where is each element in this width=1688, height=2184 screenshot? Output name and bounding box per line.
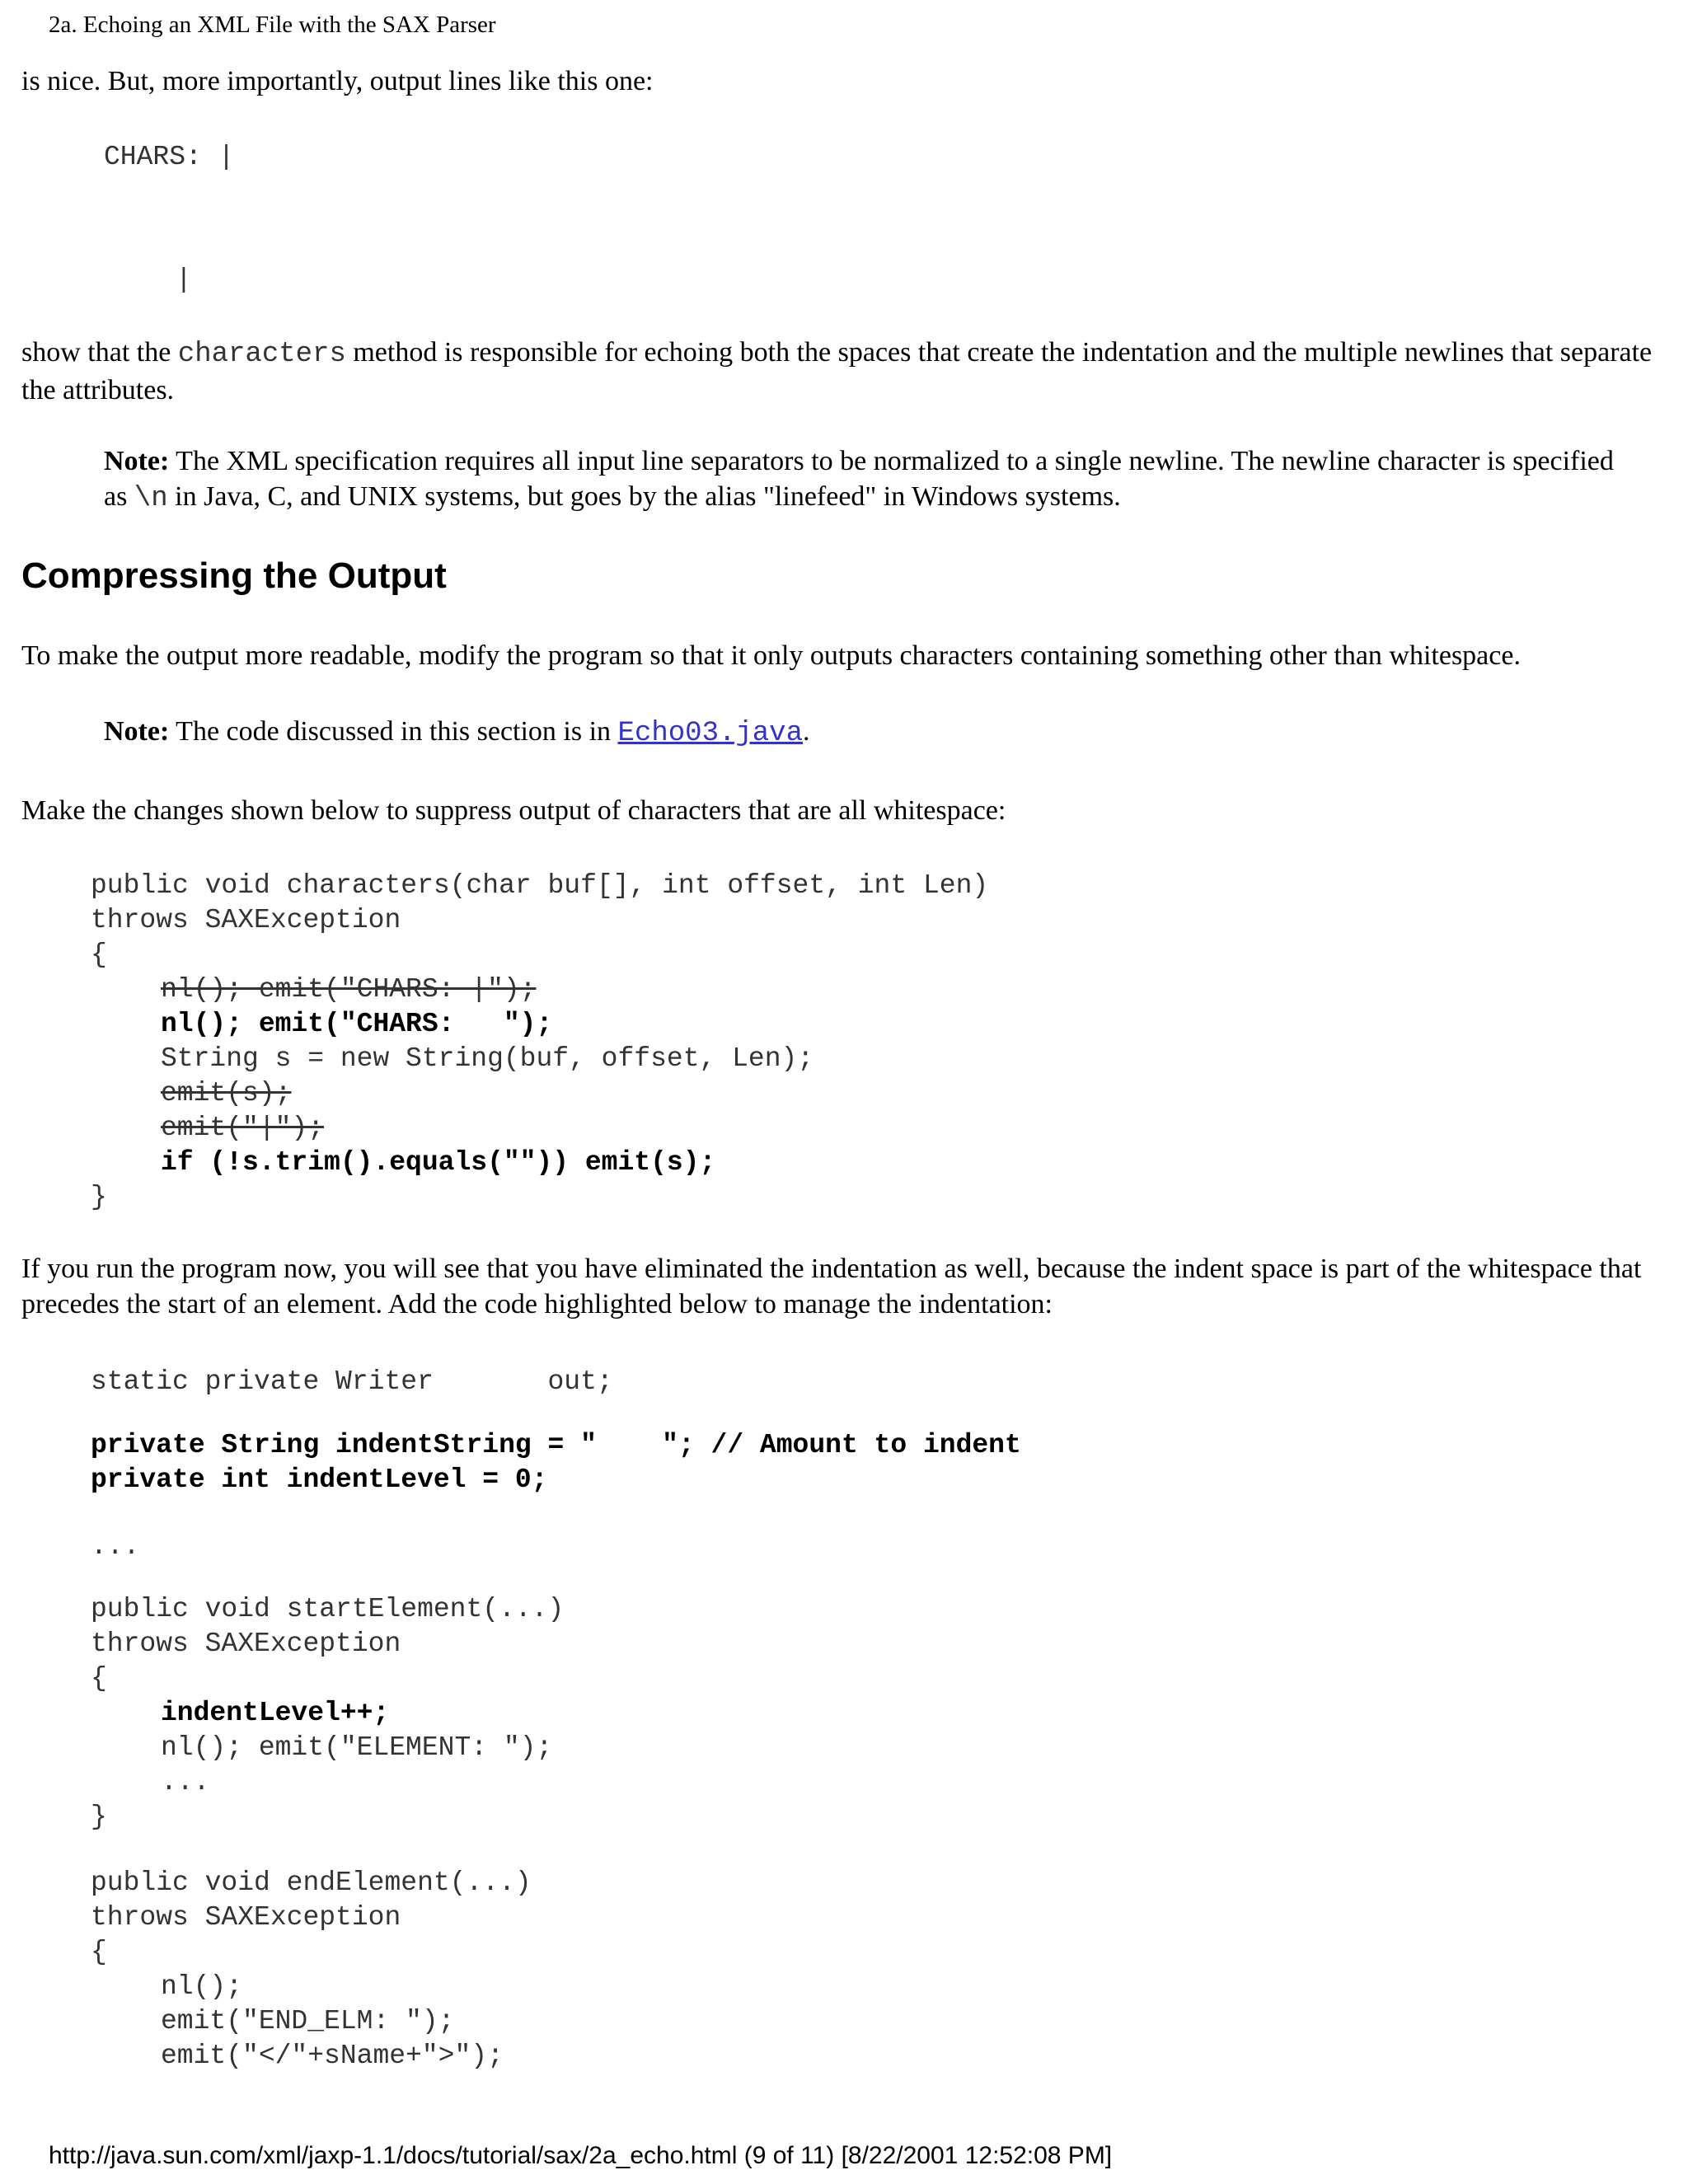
note-text: in Java, C, and UNIX systems, but goes by the alias "linefeed" in Windows systems.	[167, 481, 1121, 512]
paragraph-characters-method	[21, 335, 1672, 408]
code-line: {	[91, 1937, 107, 1967]
paragraph-text: show that the	[21, 337, 178, 368]
code-line: public void endElement(...)	[91, 1868, 532, 1898]
code-line: nl();	[161, 1971, 243, 2002]
note-text: The XML specification requires all input line separators to be normalized to a single newline. The newline character is specified as	[104, 446, 1614, 512]
inline-code: characters	[177, 339, 346, 370]
echo03-java-link[interactable]: Echo03.java	[617, 718, 803, 749]
code-line: emit("END_ELM: ");	[161, 2006, 455, 2036]
code-line-added	[161, 1696, 389, 1731]
code-line: }	[91, 1182, 107, 1212]
paragraph-readable-output: To make the output more readable, modify the program so that it only outputs characters containing something other than whitespace.	[21, 640, 1521, 671]
note-text: .	[802, 716, 810, 747]
code-line-added	[161, 1146, 715, 1180]
code-line-bold: private int indentLevel = 0;	[91, 1465, 548, 1495]
code-line-removed: nl(); emit("CHARS: |");	[161, 974, 537, 1005]
code-line: static private Writer out;	[91, 1366, 613, 1397]
code-line: {	[91, 1663, 107, 1694]
code-line-bold: if (!s.trim().equals("")) emit(s);	[161, 1147, 716, 1178]
code-line: ...	[91, 1531, 140, 1562]
code-line-removed: emit("|");	[161, 1113, 325, 1143]
inline-code: \n	[134, 483, 168, 514]
note-label: Note:	[104, 716, 170, 747]
code-line: nl(); emit("ELEMENT: ");	[161, 1732, 553, 1763]
code-line-added	[91, 1428, 1021, 1463]
code-line-added	[91, 1463, 548, 1497]
page-footer-url: http://java.sun.com/xml/jaxp-1.1/docs/tutorial/sax/2a_echo.html (9 of 11) [8/22/2001 12:52:08 PM]	[49, 2142, 1113, 2169]
output-sample-line-1: CHARS: |	[104, 142, 235, 172]
code-line-bold: indentLevel++;	[161, 1698, 390, 1728]
output-sample-line-2: |	[176, 265, 192, 295]
code-line: public void startElement(...)	[91, 1594, 565, 1624]
note-label: Note:	[104, 446, 170, 476]
code-line: throws SAXException	[91, 1629, 401, 1659]
code-line-bold: private String indentString = " "; // Amount to indent	[91, 1430, 1021, 1460]
code-line: String s = new String(buf, offset, Len);	[161, 1043, 814, 1074]
code-line: throws SAXException	[91, 905, 401, 935]
code-line: public void characters(char buf[], int offset, int Len)	[91, 870, 989, 901]
code-line: throws SAXException	[91, 1902, 401, 1933]
running-header: 2a. Echoing an XML File with the SAX Parser	[49, 12, 496, 38]
code-line: ...	[161, 1767, 210, 1797]
code-line-added	[161, 1007, 552, 1042]
code-line: {	[91, 940, 107, 970]
code-line-removed: emit(s);	[161, 1078, 292, 1108]
paragraph-intro: is nice. But, more importantly, output lines like this one:	[21, 66, 654, 96]
paragraph-suppress-whitespace: Make the changes shown below to suppress output of characters that are all whitespace:	[21, 795, 1006, 826]
code-line: emit("</"+sName+">");	[161, 2041, 504, 2071]
note-line-separators	[104, 443, 1630, 517]
paragraph-indentation: If you run the program now, you will see that you have eliminated the indentation as well, because the indent space is part of the whitespace that precedes the start of an element. Add the code highlighted below to manage the indentation:	[21, 1254, 1642, 1319]
code-line-bold: nl(); emit("CHARS: ");	[161, 1009, 553, 1039]
paragraph-text: method is responsible for echoing both the spaces that create the indentation and the multiple newlines that separate the attributes.	[21, 337, 1653, 405]
code-line: }	[91, 1802, 107, 1832]
note-code-location	[104, 714, 1630, 752]
note-text: The code discussed in this section is in	[169, 716, 618, 747]
section-heading: Compressing the Output	[21, 555, 447, 596]
